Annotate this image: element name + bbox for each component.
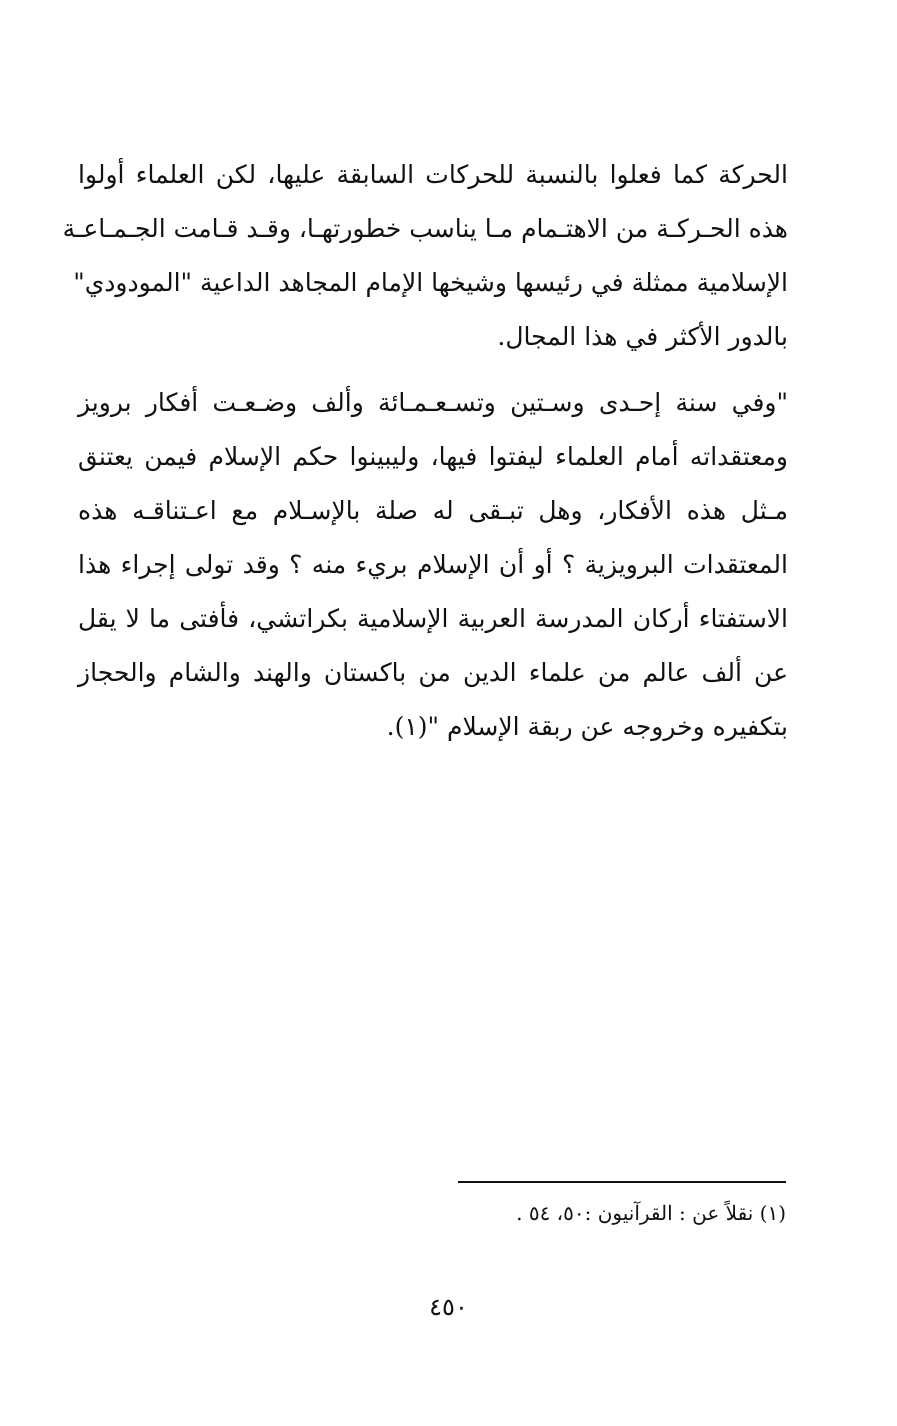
text-line: مـثل هذه الأفكار، وهل تبـقى له صلة بالإسـلام مع اعـتناقـه هذه (78, 496, 788, 525)
text-line: بالدور الأكثر في هذا المجال. (497, 322, 788, 351)
footnote: (١) نقلاً عن : القرآنيون :٥٠، ٥٤ . (516, 1201, 786, 1225)
text-line: بتكفيره وخروجه عن ربقة الإسلام "(١). (386, 712, 788, 741)
text-line: المعتقدات البرويزية ؟ أو أن الإسلام بريء منه ؟ وقد تولى إجراء هذا (78, 550, 788, 579)
main-text (62, 148, 788, 754)
text-line: هذه الحـركـة من الاهتـمام مـا يناسب خطورتهـا، وقـد قـامت الجـمـاعـة (62, 214, 788, 243)
text-line: ومعتقداته أمام العلماء ليفتوا فيها، وليبينوا حكم الإسلام فيمن يعتنق (78, 442, 788, 471)
page-number: ٤٥٠ (429, 1293, 468, 1321)
text-line: عن ألف عالم من علماء الدين من باكستان والهند والشام والحجاز (78, 658, 788, 687)
paragraph-1 (62, 148, 788, 364)
text-line: الاستفتاء أركان المدرسة العربية الإسلامية بكراتشي، فأفتى ما لا يقل (78, 604, 788, 633)
footnote-divider (458, 1181, 786, 1183)
text-line: "وفي سنة إحـدى وسـتين وتسـعـمـائة وألف وضـعـت أفكار برويز (78, 388, 788, 417)
paragraph-gap (78, 364, 788, 376)
text-line: الإسلامية ممثلة في رئيسها وشيخها الإمام المجاهد الداعية "المودودي" (73, 268, 788, 297)
paragraph-2 (78, 376, 788, 754)
text-line: الحركة كما فعلوا بالنسبة للحركات السابقة عليها، لكن العلماء أولوا (78, 160, 788, 189)
